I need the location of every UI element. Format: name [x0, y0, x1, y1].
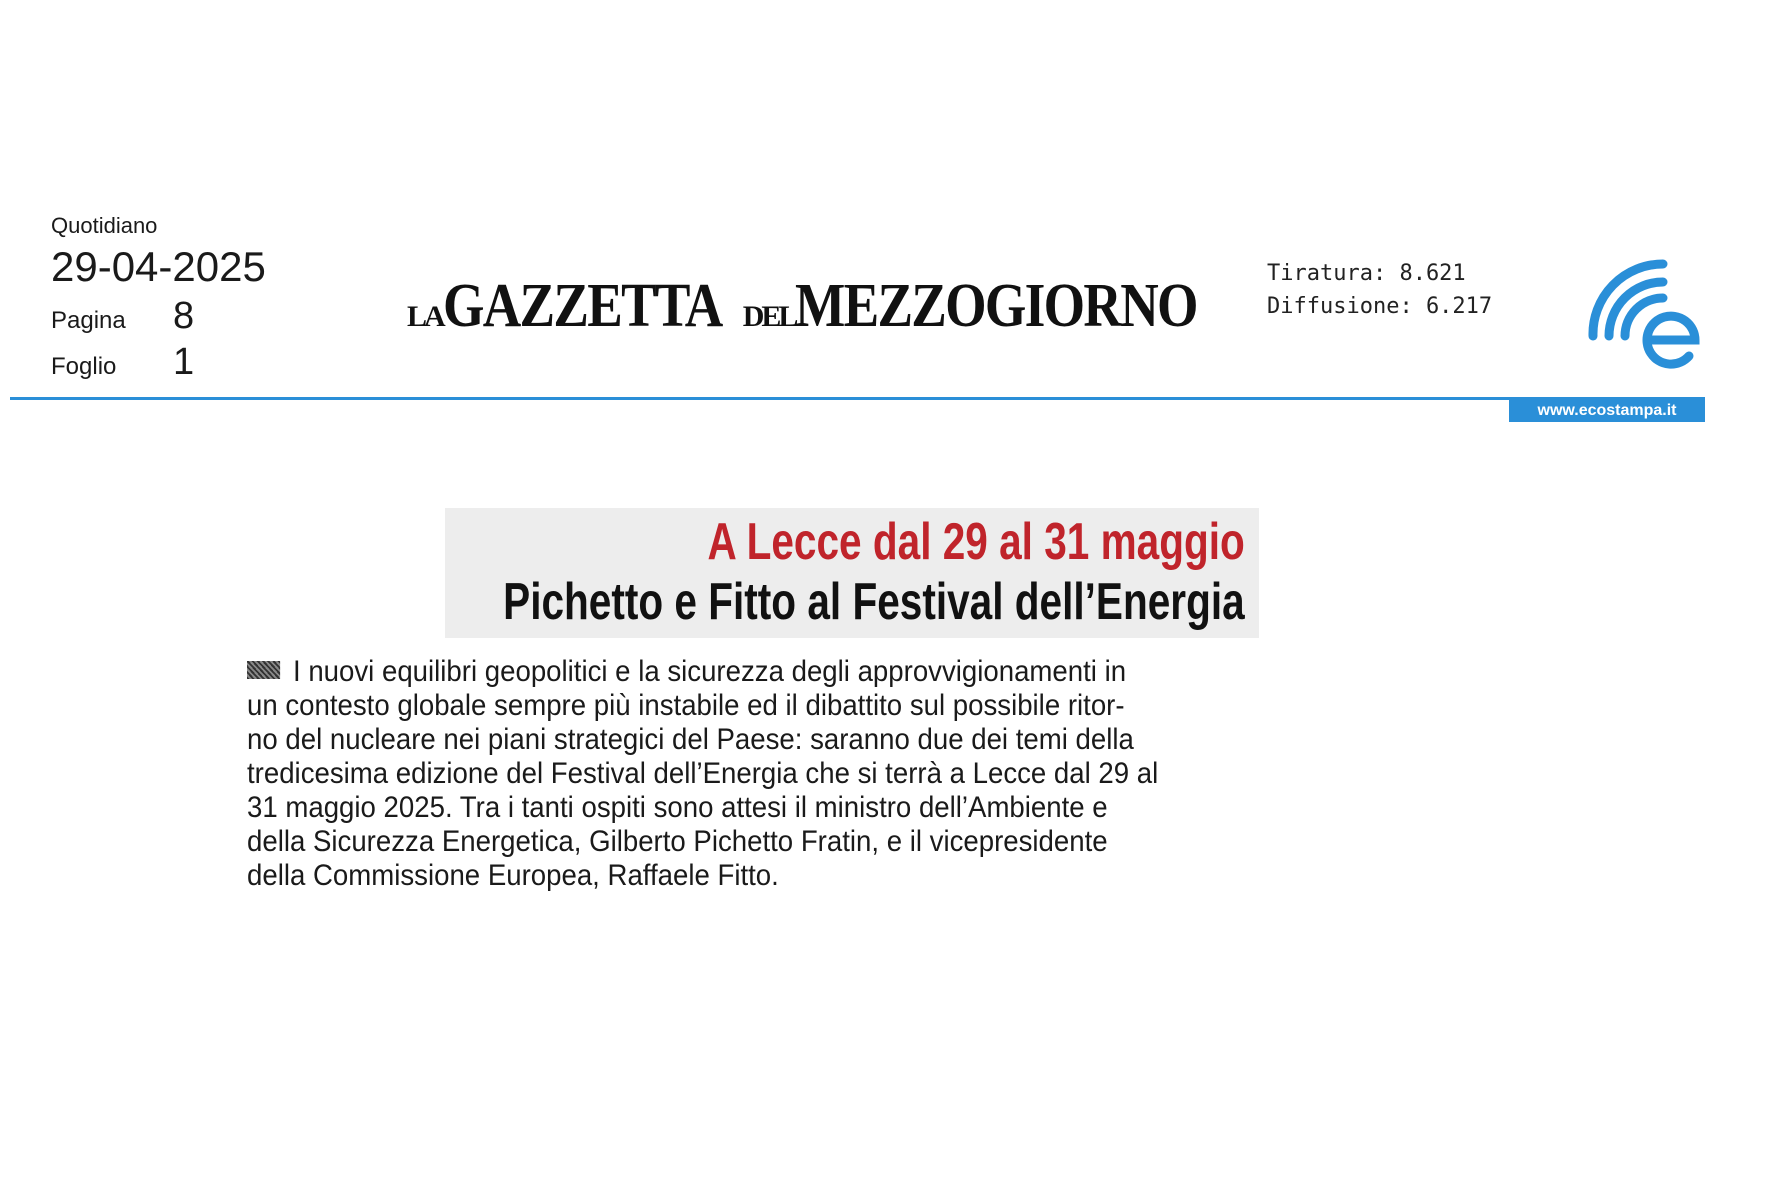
masthead-prefix: LA	[407, 300, 443, 333]
site-url-bar: www.ecostampa.it	[1509, 399, 1705, 422]
header-divider	[10, 397, 1705, 400]
article-body-line: 31 maggio 2025. Tra i tanti ospiti sono attesi il ministro dell’Ambiente e	[247, 791, 1108, 824]
masthead-word-gazzetta: GAZZETTA	[442, 272, 722, 340]
article-body	[247, 655, 1252, 893]
tiratura: Tiratura: 8.621	[1267, 261, 1466, 286]
bullet-marker-icon	[247, 661, 280, 679]
masthead-word-mezzogiorno: MEZZOGIORNO	[795, 272, 1198, 340]
sheet-info	[51, 341, 194, 384]
masthead-middle: DEL	[742, 300, 796, 333]
article-body-line: un contesto globale sempre più instabile ed il dibattito sul possibile ritor-	[247, 689, 1125, 722]
article-body-line: tredicesima edizione del Festival dell’Energia che si terrà a Lecce dal 29 al	[247, 757, 1159, 790]
ecostampa-logo-icon	[1585, 256, 1705, 376]
article-body-line: della Commissione Europea, Raffaele Fitto.	[247, 859, 779, 892]
article-body-line: della Sicurezza Energetica, Gilberto Pichetto Fratin, e il vicepresidente	[247, 825, 1108, 858]
newspaper-masthead	[407, 271, 1198, 340]
article-headline-box	[445, 508, 1259, 638]
diffusione: Diffusione: 6.217	[1267, 294, 1493, 319]
article-kicker: A Lecce dal 29 al 31 maggio	[707, 513, 1245, 571]
article-headline: Pichetto e Fitto al Festival dell’Energia	[503, 573, 1245, 631]
circulation-info	[1267, 257, 1492, 323]
page-info	[51, 295, 194, 338]
article-body-line: I nuovi equilibri geopolitici e la sicurezza degli approvvigionamenti in	[247, 655, 1172, 689]
page-number: 8	[173, 295, 195, 337]
publication-date: 29-04-2025	[51, 243, 266, 290]
page-label: Pagina	[51, 307, 126, 334]
article-body-line: no del nucleare nei piani strategici del Paese: saranno due dei temi della	[247, 723, 1134, 756]
sheet-label: Foglio	[51, 353, 117, 380]
sheet-number: 1	[173, 341, 195, 383]
publication-type: Quotidiano	[51, 213, 158, 238]
